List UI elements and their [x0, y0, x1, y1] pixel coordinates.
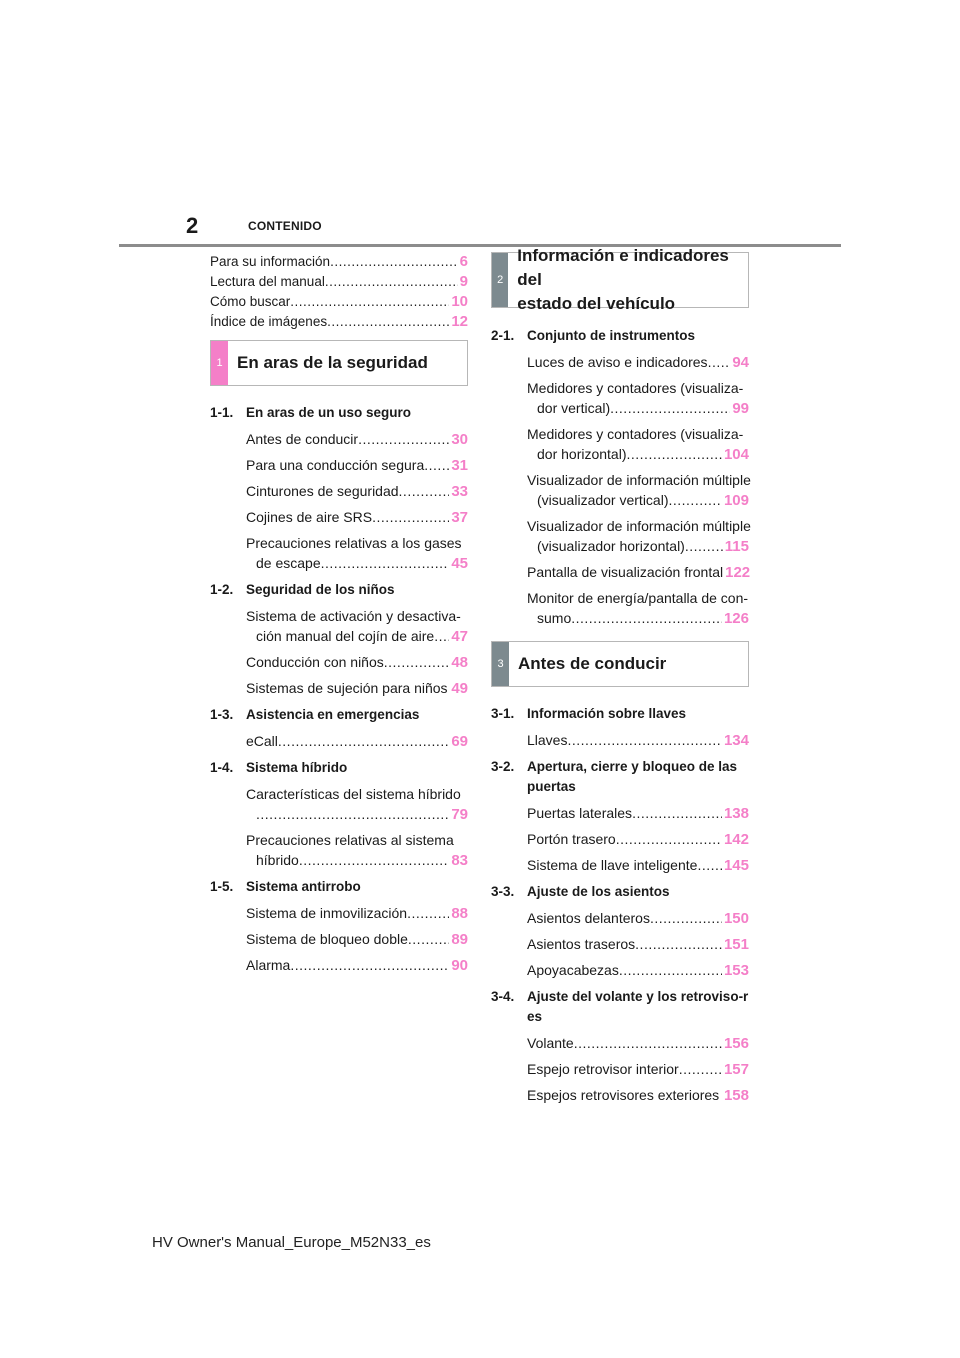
toc-entry[interactable]: Sistemas de sujeción para niños 49 — [246, 680, 468, 697]
toc-entry[interactable]: Apoyacabezas ..... 153 — [491, 960, 749, 981]
toc-entry[interactable]: Llaves ..... 134 — [491, 730, 749, 751]
toc-group-1-2 — [210, 580, 468, 699]
page-link[interactable]: 48 — [451, 654, 468, 671]
toc-entry[interactable]: Alarma ..... 90 — [210, 955, 468, 976]
page-link[interactable]: 69 — [451, 733, 468, 750]
page-link[interactable]: 49 — [451, 680, 468, 697]
toc-entry[interactable]: Pantalla de visualización frontal 122 — [527, 564, 751, 581]
page-link[interactable]: 99 — [732, 400, 749, 417]
toc-entry[interactable]: Precauciones relativas al sistema híbrido ..... 83 — [210, 830, 468, 871]
section-tab-2: 2 — [492, 253, 508, 307]
section-header-3[interactable] — [491, 641, 749, 687]
page-link[interactable]: 109 — [723, 492, 749, 509]
page-link[interactable]: 30 — [451, 431, 468, 448]
toc-group-heading[interactable]: 1-2. Seguridad de los niños — [210, 582, 395, 597]
page-link[interactable]: 33 — [451, 483, 468, 500]
page-header — [0, 0, 960, 250]
toc-entry[interactable]: Visualizador de información múltiple (visualizador vertical) ..... 109 — [491, 470, 749, 511]
toc-entry[interactable]: Puertas laterales ..... 138 — [491, 803, 749, 824]
toc-entry[interactable]: eCall ..... 69 — [210, 731, 468, 752]
toc-entry[interactable]: Volante ..... 156 — [491, 1033, 749, 1054]
page-link[interactable]: 6 — [459, 253, 468, 270]
toc-group-3-1 — [491, 704, 749, 751]
toc-entry[interactable]: Cómo buscar ..... 10 — [210, 292, 468, 312]
toc-group-heading[interactable]: 1-1. En aras de un uso seguro — [210, 405, 412, 420]
page-link[interactable]: 134 — [723, 732, 749, 749]
toc-entry[interactable]: Índice de imágenes ..... 12 — [210, 312, 468, 332]
page-link[interactable]: 47 — [451, 628, 468, 645]
page-link[interactable]: 153 — [723, 962, 749, 979]
toc-entry[interactable]: Antes de conducir ..... 30 — [210, 429, 468, 450]
header-title: CONTENIDO — [248, 219, 322, 233]
page-link[interactable]: 150 — [723, 910, 749, 927]
toc-entry[interactable]: Luces de aviso e indicadores ..... 94 — [491, 352, 749, 373]
toc-group-heading[interactable]: 1-3. Asistencia en emergencias — [210, 707, 420, 722]
section-tab-3: 3 — [492, 642, 509, 686]
section-header-2[interactable] — [491, 246, 749, 313]
page-link[interactable]: 79 — [451, 806, 468, 823]
page-link[interactable]: 9 — [459, 273, 468, 290]
page-link[interactable]: 158 — [723, 1087, 749, 1104]
toc-right-column — [491, 246, 751, 1106]
toc-group-1-1 — [210, 403, 468, 574]
toc-group-heading[interactable]: 1-5. Sistema antirrobo — [210, 879, 361, 894]
toc-entry[interactable]: Portón trasero ..... 142 — [491, 829, 749, 850]
toc-entry[interactable]: Medidores y contadores (visualiza- dor vertical) ..... 99 — [491, 378, 749, 419]
page-link[interactable]: 138 — [723, 805, 749, 822]
toc-group-heading[interactable]: 2-1. Conjunto de instrumentos — [491, 328, 695, 343]
toc-entry[interactable]: Sistema de llave inteligente ..... 145 — [491, 855, 749, 876]
page-link[interactable]: 90 — [451, 957, 468, 974]
toc-group-heading[interactable]: 3-3. Ajuste de los asientos — [491, 884, 670, 899]
toc-entry[interactable]: Espejo retrovisor interior ..... 157 — [491, 1059, 749, 1080]
intro-list — [210, 252, 468, 332]
page-link[interactable]: 10 — [451, 293, 468, 310]
section-title: En aras de la seguridad — [237, 353, 428, 372]
page-link[interactable]: 37 — [451, 509, 468, 526]
toc-entry[interactable]: Conducción con niños ..... 48 — [210, 652, 468, 673]
toc-group-1-3 — [210, 705, 468, 752]
toc-entry[interactable]: Lectura del manual ..... 9 — [210, 272, 468, 292]
toc-group-1-5 — [210, 877, 468, 976]
page-link[interactable]: 83 — [451, 852, 468, 869]
page-link[interactable]: 126 — [723, 610, 749, 627]
toc-entry[interactable]: Para su información ..... 6 — [210, 252, 468, 272]
toc-group-heading[interactable]: 3-2. Apertura, cierre y bloqueo de las puertas — [491, 759, 738, 794]
page-link[interactable]: 156 — [723, 1035, 749, 1052]
page-link[interactable]: 115 — [724, 538, 749, 555]
page-link[interactable]: 104 — [723, 446, 749, 463]
toc-group-1-4 — [210, 758, 468, 871]
toc-group-2-1 — [491, 326, 749, 629]
page-link[interactable]: 145 — [723, 857, 749, 874]
toc-group-3-4 — [491, 987, 749, 1106]
page-footer: HV Owner's Manual_Europe_M52N33_es — [152, 1234, 431, 1251]
page-link[interactable]: 45 — [451, 555, 468, 572]
page-link[interactable]: 31 — [451, 457, 468, 474]
toc-entry[interactable]: Cojines de aire SRS ..... 37 — [210, 507, 468, 528]
section-tab-1: 1 — [211, 341, 228, 385]
section-title: Antes de conducir — [518, 654, 667, 673]
page-link[interactable]: 157 — [723, 1061, 749, 1078]
toc-entry[interactable]: Precauciones relativas a los gases de escape ..... 45 — [210, 533, 468, 574]
toc-entry[interactable]: Medidores y contadores (visualiza- dor horizontal) ..... 104 — [491, 424, 749, 465]
toc-left-column — [210, 252, 468, 976]
toc-entry[interactable]: Sistema de bloqueo doble ..... 89 — [210, 929, 468, 950]
toc-entry[interactable]: Visualizador de información múltiple (visualizador horizontal) ..... 115 — [491, 516, 749, 557]
page-link[interactable]: 94 — [732, 354, 749, 371]
toc-group-heading[interactable]: 3-1. Información sobre llaves — [491, 706, 687, 721]
toc-entry[interactable]: Sistema de activación y desactiva- ción manual del cojín de aire ..... 47 — [210, 606, 468, 647]
page-link[interactable]: 142 — [723, 831, 749, 848]
toc-entry[interactable]: Espejos retrovisores exteriores 158 — [527, 1087, 749, 1104]
page-number: 2 — [186, 213, 199, 238]
page-link[interactable]: 12 — [451, 313, 468, 330]
toc-entry[interactable]: Asientos delanteros ..... 150 — [491, 908, 749, 929]
section-title: Información e indicadores del estado del vehículo — [517, 246, 729, 313]
toc-entry[interactable]: Características del sistema híbrido ..... 79 — [210, 784, 468, 825]
toc-group-3-2 — [491, 757, 749, 876]
toc-entry[interactable]: Monitor de energía/pantalla de con- sumo ..... 126 — [491, 588, 749, 629]
toc-entry[interactable]: Asientos traseros ..... 151 — [491, 934, 749, 955]
section-header-1[interactable] — [210, 340, 468, 386]
toc-entry[interactable]: Cinturones de seguridad ..... 33 — [210, 481, 468, 502]
toc-entry[interactable]: Sistema de inmovilización ..... 88 — [210, 903, 468, 924]
page-link[interactable]: 89 — [451, 931, 468, 948]
page-link[interactable]: 122 — [725, 564, 751, 581]
toc-group-heading[interactable]: 3-4. Ajuste del volante y los retroviso-res — [491, 989, 749, 1024]
page-link[interactable]: 151 — [723, 936, 749, 953]
toc-group-heading[interactable]: 1-4. Sistema híbrido — [210, 760, 348, 775]
page-link[interactable]: 88 — [451, 905, 468, 922]
toc-group-3-3 — [491, 882, 749, 981]
toc-entry[interactable]: Para una conducción segura ..... 31 — [210, 455, 468, 476]
